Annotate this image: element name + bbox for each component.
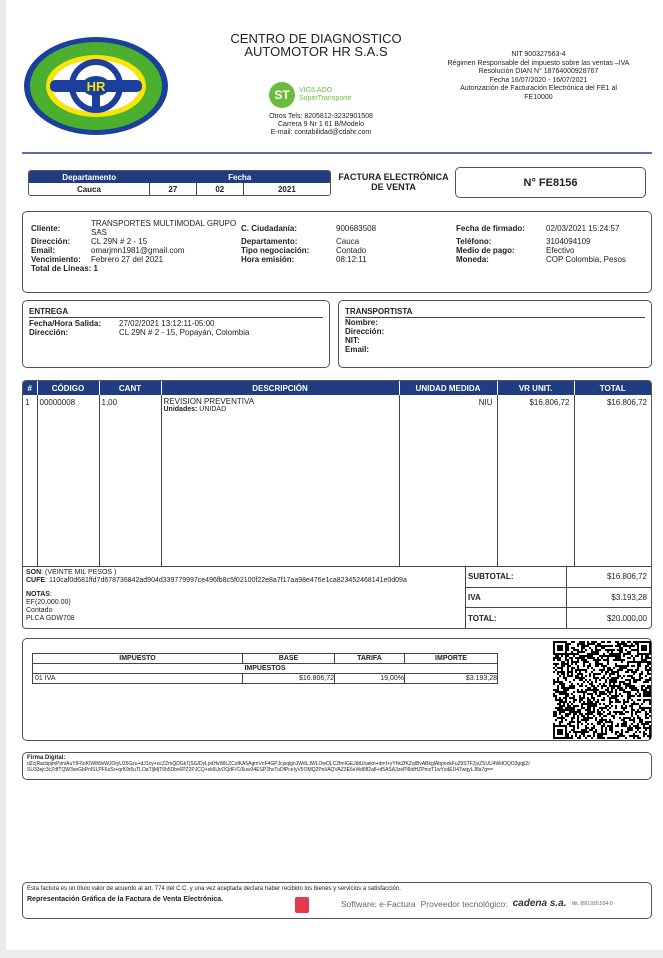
transportista-direccion: Dirección: <box>345 327 385 336</box>
transportista-nombre: Nombre: <box>345 318 378 327</box>
telefono-value: 3104094109 <box>546 237 591 246</box>
medio-pago-value: Efectivo <box>546 246 575 255</box>
cc-value: 900683508 <box>336 223 377 233</box>
tax-rate: 19,00% <box>335 674 405 684</box>
tax-col-impuesto: IMPUESTO <box>33 654 243 664</box>
email-label: Email: <box>31 246 56 255</box>
contact-address: Carrera 9 Nr 1 61 B/Modelo <box>278 121 364 128</box>
tax-base: $16.806,72 <box>243 674 335 684</box>
qr-code <box>553 641 651 739</box>
row-code: 00000008 <box>37 395 99 566</box>
salida-label: Fecha/Hora Salida: <box>29 319 102 328</box>
contact-phones: Otros Tels: 8205812-3232901508 <box>269 113 373 120</box>
regimen: Régimen Responsable del impuesto sobre las ventas –IVA <box>447 59 630 67</box>
iva-value: $3.193,28 <box>566 587 651 608</box>
invoice-type-2: DE VENTA <box>371 182 416 192</box>
transportista-box <box>338 300 652 368</box>
footer-representation: Representación Gráfica de la Factura de Venta Electrónica. <box>27 896 224 903</box>
autorizacion-2: FE10000 <box>524 93 553 101</box>
tax-col-importe: IMPORTE <box>405 654 498 664</box>
col-cant: CANT <box>99 381 161 395</box>
total-label: TOTAL: <box>466 608 566 628</box>
cufe-value: : 110caf0d681ffd7d678736842ad904d339779997ce496fb8c5f02100f22e8a7f17aa98e476e1ca823452468141e0d09a <box>45 577 407 584</box>
entrega-box <box>22 300 330 368</box>
row-total: $16.806,72 <box>606 398 647 407</box>
tax-amount: $3.193,28 <box>405 674 498 684</box>
invoice-number: N° FE8156 <box>455 167 646 198</box>
resolucion: Resolución DIAN N° 18764000928767 <box>478 68 599 75</box>
cadena-nit: Nit. 890.930.534-0 <box>571 900 613 907</box>
col-vr-unit: VR UNIT. <box>497 381 574 395</box>
email-value: omarjmn1981@gmail.com <box>91 246 185 255</box>
nota-1: EF(20,000.00) <box>26 599 71 606</box>
company-name-2: AUTOMOTOR HR S.A.S <box>244 44 388 59</box>
items-table <box>22 380 652 629</box>
fecha-firmado-label: Fecha de firmado: <box>456 223 525 233</box>
firma-digital <box>22 752 652 780</box>
telefono-label: Teléfono: <box>456 237 492 246</box>
supertransporte-text: SuperTransporte <box>299 95 352 102</box>
entrega-dir-label: Dirección: <box>29 328 69 337</box>
cliente-label: Cliente: <box>31 223 61 233</box>
row-qty: 1,00 <box>99 395 161 566</box>
tax-col-tarifa: TARIFA <box>335 654 405 664</box>
cc-label: C. Ciudadanía: <box>241 223 298 233</box>
direccion-label: Dirección: <box>31 237 71 246</box>
moneda-value: COP Colombia, Pesos <box>546 255 626 264</box>
row-num: 1 <box>23 395 37 566</box>
row-um: NIU <box>399 395 497 566</box>
taxes-box <box>22 638 652 741</box>
dept-value: Cauca <box>29 183 149 195</box>
transportista-email: Email: <box>345 345 370 354</box>
moneda-label: Moneda: <box>456 255 489 264</box>
day: 27 <box>149 183 196 195</box>
provider-label: Proveedor tecnológico: <box>420 898 508 909</box>
footer-box <box>22 882 652 919</box>
iva-label: IVA <box>466 587 566 608</box>
row-unit-price: $16.806,72 <box>497 395 574 566</box>
header-divider <box>22 152 652 154</box>
col-codigo: CÓDIGO <box>37 381 99 395</box>
entrega-title: ENTREGA <box>29 307 323 318</box>
col-descripcion: DESCRIPCIÓN <box>161 381 399 395</box>
hora-emision-label: Hora emisión: <box>241 255 295 264</box>
cliente-value: TRANSPORTES MULTIMODAL GRUPO SAS <box>91 219 237 237</box>
company-logo <box>22 35 170 137</box>
total-lineas-label: Total de Lineas: <box>31 264 92 273</box>
hora-emision-value: 08:12:11 <box>336 255 367 264</box>
col-total: TOTAL <box>599 383 626 393</box>
firma-label: Firma Digital: <box>27 755 66 761</box>
dept-label: Departamento <box>62 172 117 182</box>
st-icon: ST <box>269 82 295 108</box>
invoice-type: FACTURA ELECTRÓNICA <box>338 172 449 182</box>
col-num: # <box>23 381 37 395</box>
company-name: CENTRO DE DIAGNOSTICO <box>230 31 402 46</box>
vencimiento-value: Febrero 27 del 2021 <box>91 255 164 264</box>
client-info <box>22 211 652 293</box>
fecha-firmado-value: 02/03/2021 15:24:57 <box>546 223 620 233</box>
tax-col-base: BASE <box>243 654 335 664</box>
nota-2: Contado <box>26 607 53 614</box>
table-row <box>23 395 651 566</box>
departamento-label: Departamento: <box>241 237 298 246</box>
transportista-title: TRANSPORTISTA <box>345 307 645 318</box>
contact-email: E-mail: contabilidad@cdahr.com <box>270 129 372 136</box>
table-row <box>33 674 498 684</box>
supertransporte-logo <box>269 82 379 108</box>
svg-text:HR: HR <box>86 79 106 94</box>
software-label: Software: e-Factura <box>341 898 416 909</box>
col-unidad: UNIDAD MEDIDA <box>399 381 497 395</box>
firma-line-2: SU33ejc3cZdfTQW3seGbPnISLPF6uSr+qrK9r5uTLOaTljMjT6h5Dbv6PZ2PJCQ+sk6UvOQdF/C/6uw34ESP2hvTuDfPceIyV5OMQ2PnI/AQVAZ3E6eWd8lf2a8+d5ASA3zePl6tdHZPmzT1wYxdEU47wqyLJ8a7g== <box>27 767 493 773</box>
notas-colon: : <box>49 591 52 598</box>
subtotal-label: SUBTOTAL: <box>466 567 566 587</box>
tax-name: 01 IVA <box>33 674 243 684</box>
footer-legal: Esta factura es un título valor de acuerdo al art. 774 del C.C. y una vez aceptada declara haber recibido los bienes y servicios a satisfacción. <box>27 886 401 892</box>
cufe-label: CUFE <box>26 577 46 584</box>
invoice-page <box>6 0 663 950</box>
nit: NIT 900327563-4 <box>511 51 566 58</box>
autorizacion: Autorización de Facturación Electrónica del FE1 al <box>460 85 617 92</box>
row-units: UNIDAD <box>199 406 227 413</box>
medio-pago-label: Medio de pago: <box>456 246 515 255</box>
son-value: : (VEINTE MIL PESOS ) <box>41 569 117 576</box>
dept-date-table <box>28 170 331 196</box>
month: 02 <box>196 183 243 195</box>
efactura-logo-icon <box>295 897 309 913</box>
direccion-value: CL 29N # 2 - 15 <box>91 237 148 246</box>
year: 2021 <box>277 184 296 194</box>
salida-value: 27/02/2021 13:12:11-05:00 <box>119 319 215 328</box>
subtotal-value: $16.806,72 <box>566 567 651 587</box>
vigilado-text: VIGILADO <box>299 87 333 94</box>
tipo-negociacion-label: Tipo negociación: <box>241 246 310 255</box>
transportista-nit: NIT: <box>345 336 360 345</box>
nota-3: PLCA GDW708 <box>26 615 75 622</box>
tax-group: IMPUESTOS <box>33 664 498 674</box>
firma-line-1: dZcjRacbpjmPjm/AuYIF6nKIW8i9vWJOtyU26Gzu+dJ1oy+ucZZmQDGkTjSG/DyLpdHvWlLZCsfKA5AgmVnF4GPJcjxqlgnJWdLJWLOwOLC2fmIGEJdtU/uekn+dmI+yYhkZfKZqIBvABkglAbpnokFu29STF2jvZSUU4WdOQO3gqjI2/ <box>27 761 530 767</box>
notas-label: NOTAS <box>26 591 50 598</box>
tipo-negociacion-value: Contado <box>336 246 367 255</box>
cadena-logo: cadena s.a. <box>512 898 567 909</box>
vencimiento-label: Vencimiento: <box>31 255 81 264</box>
son-label: SON <box>26 569 42 576</box>
row-units-label: Unidades: <box>163 406 198 413</box>
departamento-value: Cauca <box>336 237 360 246</box>
total-lineas-value: 1 <box>93 264 98 273</box>
total-value: $20.000,00 <box>606 613 647 623</box>
resolucion-fecha: Fecha 16/07/2020 - 16/07/2021 <box>489 76 588 84</box>
fecha-label: Fecha <box>228 172 252 182</box>
entrega-dir-value: CL 29N # 2 - 15, Popayán, Colombia <box>119 328 250 337</box>
row-desc: REVISION PREVENTIVA <box>163 397 255 406</box>
